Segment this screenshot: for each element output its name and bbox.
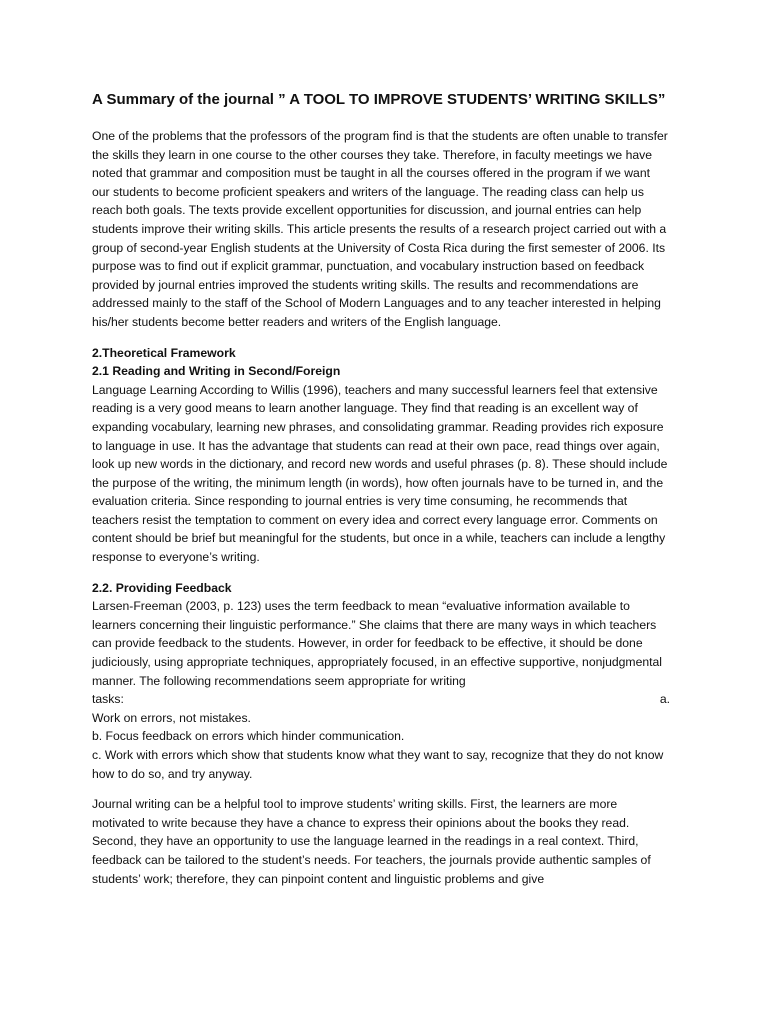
closing-paragraph: Journal writing can be a helpful tool to improve students’ writing skills. First, the learners are more motivated to write because they have a chance to express their opinions about the books they read. Second, they have an opportunity to use the language learned in the readings in a real context. Third, feedback can be tailored to the student’s needs. For teachers, the journals provide authentic samples of students’ work; therefore, they can pinpoint content and linguistic problems and give (92, 797, 651, 886)
tasks-line (92, 690, 670, 709)
section-heading-providing-feedback: 2.2. Providing Feedback (92, 580, 232, 595)
list-item-a: Work on errors, not mistakes. (92, 710, 251, 725)
reading-writing-paragraph: Language Learning According to Willis (1996), teachers and many successful learners feel that extensive reading is a very good means to learn another language. They find that reading is an excellent way of expanding vocabulary, learning new phrases, and consolidating grammar. Reading provides rich exposure to language in use. It has the advantage that students can read at their own pace, read things over again, look up new words in the dictionary, and record new words and useful phrases (p. 8). These should include the purpose of the writing, the minimum length (in words), how often journals have to be turned in, and the evaluation criteria. Since responding to journal entries is very time consuming, he recommends that teachers resist the temptation to comment on every idea and correct every language error. Comments on content should be brief but meaningful for the students, but once in a while, teachers can include a lengthy response to everyone’s writing. (92, 382, 668, 565)
list-item-c: c. Work with errors which show that students know what they want to say, recognize that they do not know how to do so, and try anyway. (92, 748, 664, 781)
tasks-label: tasks: (92, 692, 124, 707)
tasks-marker-a: a. (659, 692, 670, 707)
document-page (92, 88, 670, 888)
document-title: A Summary of the journal ” A TOOL TO IMPROVE STUDENTS’ WRITING SKILLS” (92, 91, 666, 108)
intro-paragraph: One of the problems that the professors of the program find is that the students are often unable to transfer the skills they learn in one course to the other courses they take. Therefore, in faculty meetings we have noted that grammar and composition must be taught in all the courses offered in the program if we want our students to become proficient speakers and writers of the language. The reading class can help us reach both goals. The texts provide excellent opportunities for discussion, and journal entries can help students improve their writing skills. This article presents the results of a research project carried out with a group of second-year English students at the University of Costa Rica during the first semester of 2006. Its purpose was to find out if explicit grammar, punctuation, and vocabulary instruction based on feedback provided by journal entries improved the students writing skills. The results and recommendations are addressed mainly to the staff of the School of Modern Languages and to any teacher interested in helping his/her students become better readers and writers of the English language. (92, 129, 668, 329)
feedback-paragraph: Larsen-Freeman (2003, p. 123) uses the term feedback to mean “evaluative information available to learners concerning their linguistic performance.” She claims that there are many ways in which teachers can provide feedback to the students. However, in order for feedback to be effective, it should be done judiciously, using appropriate techniques, appropriately focused, in an effective supportive, nonjudgmental manner. The following recommendations seem appropriate for writing (92, 599, 663, 688)
list-item-b: b. Focus feedback on errors which hinder communication. (92, 729, 405, 744)
section-heading-theoretical-framework: 2.Theoretical Framework (92, 345, 236, 360)
section-heading-reading-writing: 2.1 Reading and Writing in Second/Foreign (92, 364, 341, 379)
